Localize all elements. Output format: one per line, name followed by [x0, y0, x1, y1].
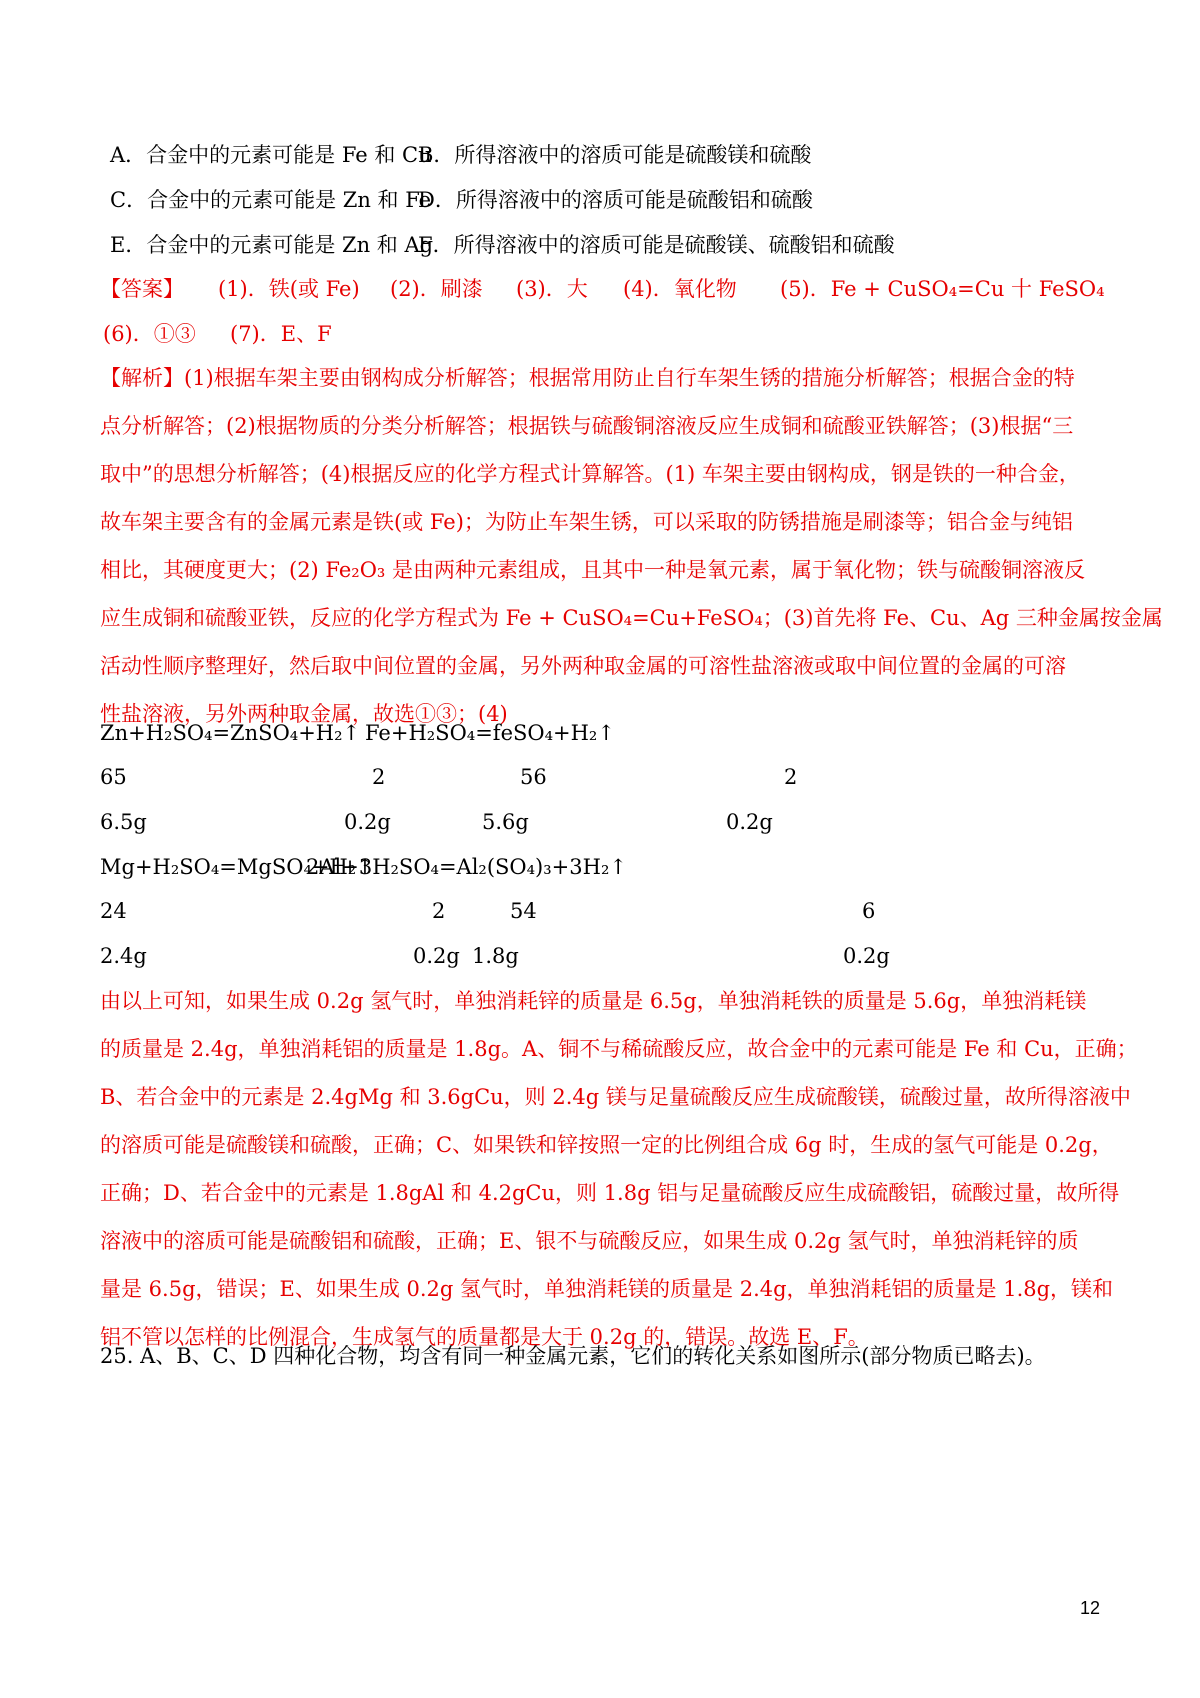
option-e: E．合金中的元素可能是 Zn 和 Ag [110, 233, 434, 257]
conclusion-line: 的溶质可能是硫酸镁和硫酸，正确；C、如果铁和锌按照一定的比例组合成 6g 时，生成的氢气可能是 0.2g， [100, 1133, 1113, 1157]
eq-value: 56 [520, 765, 547, 789]
equation-zn: Zn+H₂SO₄=ZnSO₄+H₂↑ [100, 721, 361, 745]
answer-label: 【答案】 [100, 277, 184, 301]
conclusion-paragraph [100, 987, 1138, 1371]
option-f: F．所得溶液中的溶质可能是硫酸镁、硫酸铝和硫酸 [418, 233, 895, 257]
eq-value: 0.2g [413, 944, 460, 968]
analysis-line: 取中”的思想分析解答；(4)根据反应的化学方程式计算解答。(1) 车架主要由钢构成，钢是铁的一种合金， [100, 462, 1080, 486]
eq-value: 6.5g [100, 810, 147, 834]
analysis-line: 应生成铜和硫酸亚铁，反应的化学方程式为 Fe + CuSO₄=Cu+FeSO₄；(3)首先将 Fe、Cu、Ag 三种金属按金属 [100, 606, 1163, 630]
eq-value: 1.8g [472, 944, 519, 968]
answer-item-6: (6)．①③ [103, 322, 196, 346]
eq-value: 0.2g [726, 810, 773, 834]
conclusion-line: 溶液中的溶质可能是硫酸铝和硫酸，正确；E、银不与硫酸反应，如果生成 0.2g 氢气时，单独消耗锌的质 [100, 1229, 1079, 1253]
analysis-line: 性盐溶液，另外两种取金属，故选①③；(4) [100, 702, 508, 726]
eq-value: 0.2g [344, 810, 391, 834]
answer-item-5: (5)．Fe + CuSO₄=Cu 十 FeSO₄ [780, 277, 1105, 301]
option-d: D．所得溶液中的溶质可能是硫酸铝和硫酸 [418, 188, 813, 212]
eq-value: 2.4g [100, 944, 147, 968]
eq-value: 65 [100, 765, 127, 789]
eq-value: 24 [100, 899, 127, 923]
eq-value: 54 [510, 899, 537, 923]
answer-item-2: (2)．刷漆 [390, 277, 483, 301]
conclusion-line: 量是 6.5g，错误；E、如果生成 0.2g 氢气时，单独消耗镁的质量是 2.4g，单独消耗铝的质量是 1.8g，镁和 [100, 1277, 1114, 1301]
answer-item-3: (3)．大 [516, 277, 588, 301]
conclusion-line: 由以上可知，如果生成 0.2g 氢气时，单独消耗锌的质量是 6.5g，单独消耗铁的质量是 5.6g，单独消耗镁 [100, 989, 1087, 1013]
eq-value: 2 [432, 899, 446, 923]
answer-item-1: (1)．铁(或 Fe) [218, 277, 360, 301]
analysis-line: 活动性顺序整理好，然后取中间位置的金属，另外两种取金属的可溶性盐溶液或取中间位置的金属的可溶 [100, 654, 1066, 678]
option-c: C．合金中的元素可能是 Zn 和 Fe [110, 188, 432, 212]
answer-item-7: (7)．E、F [230, 322, 332, 346]
answer-item-4: (4)．氧化物 [623, 277, 737, 301]
page-number: 12 [1079, 1598, 1100, 1618]
eq-value: 2 [372, 765, 386, 789]
analysis-line: 相比，其硬度更大；(2) Fe₂O₃ 是由两种元素组成，且其中一种是氧元素，属于氧化物；铁与硫酸铜溶液反 [100, 558, 1085, 582]
eq-value: 2 [784, 765, 798, 789]
option-a: A．合金中的元素可能是 Fe 和 Cu [110, 143, 432, 167]
option-b: B．所得溶液中的溶质可能是硫酸镁和硫酸 [418, 143, 812, 167]
analysis-line: 故车架主要含有的金属元素是铁(或 Fe)；为防止车架生锈，可以采取的防锈措施是刷漆等；铝合金与纯铝 [100, 510, 1073, 534]
question-25: 25. A、B、C、D 四种化合物，均含有同一种金属元素，它们的转化关系如图所示(部分物质已略去)。 [100, 1344, 1046, 1368]
analysis-paragraph [100, 364, 1163, 748]
eq-value: 0.2g [843, 944, 890, 968]
conclusion-line: 正确；D、若合金中的元素是 1.8gAl 和 4.2gCu，则 1.8g 铝与足量硫酸反应生成硫酸铝，硫酸过量，故所得 [100, 1181, 1120, 1205]
conclusion-line: 的质量是 2.4g，单独消耗铝的质量是 1.8g。A、铜不与稀硫酸反应，故合金中的元素可能是 Fe 和 Cu，正确； [100, 1037, 1138, 1061]
conclusion-line: B、若合金中的元素是 2.4gMg 和 3.6gCu，则 2.4g 镁与足量硫酸反应生成硫酸镁，硫酸过量，故所得溶液中 [100, 1085, 1131, 1109]
eq-value: 6 [862, 899, 876, 923]
equation-fe: Fe+H₂SO₄=feSO₄+H₂↑ [365, 721, 615, 745]
analysis-line: 点分析解答；(2)根据物质的分类分析解答；根据铁与硫酸铜溶液反应生成铜和硫酸亚铁解答；(3)根据“三 [100, 414, 1074, 438]
analysis-line: 【解析】(1)根据车架主要由钢构成分析解答；根据常用防止自行车架生锈的措施分析解答；根据合金的特 [100, 366, 1075, 390]
equation-mg: Mg+H₂SO₄=MgSO₄+H₂↑ [100, 855, 374, 879]
equation-al: 2Al+3H₂SO₄=Al₂(SO₄)₃+3H₂↑ [306, 855, 627, 879]
conclusion-line: 铝不管以怎样的比例混合，生成氢气的质量都是大于 0.2g 的，错误。故选 E、F。 [100, 1325, 869, 1349]
eq-value: 5.6g [482, 810, 529, 834]
